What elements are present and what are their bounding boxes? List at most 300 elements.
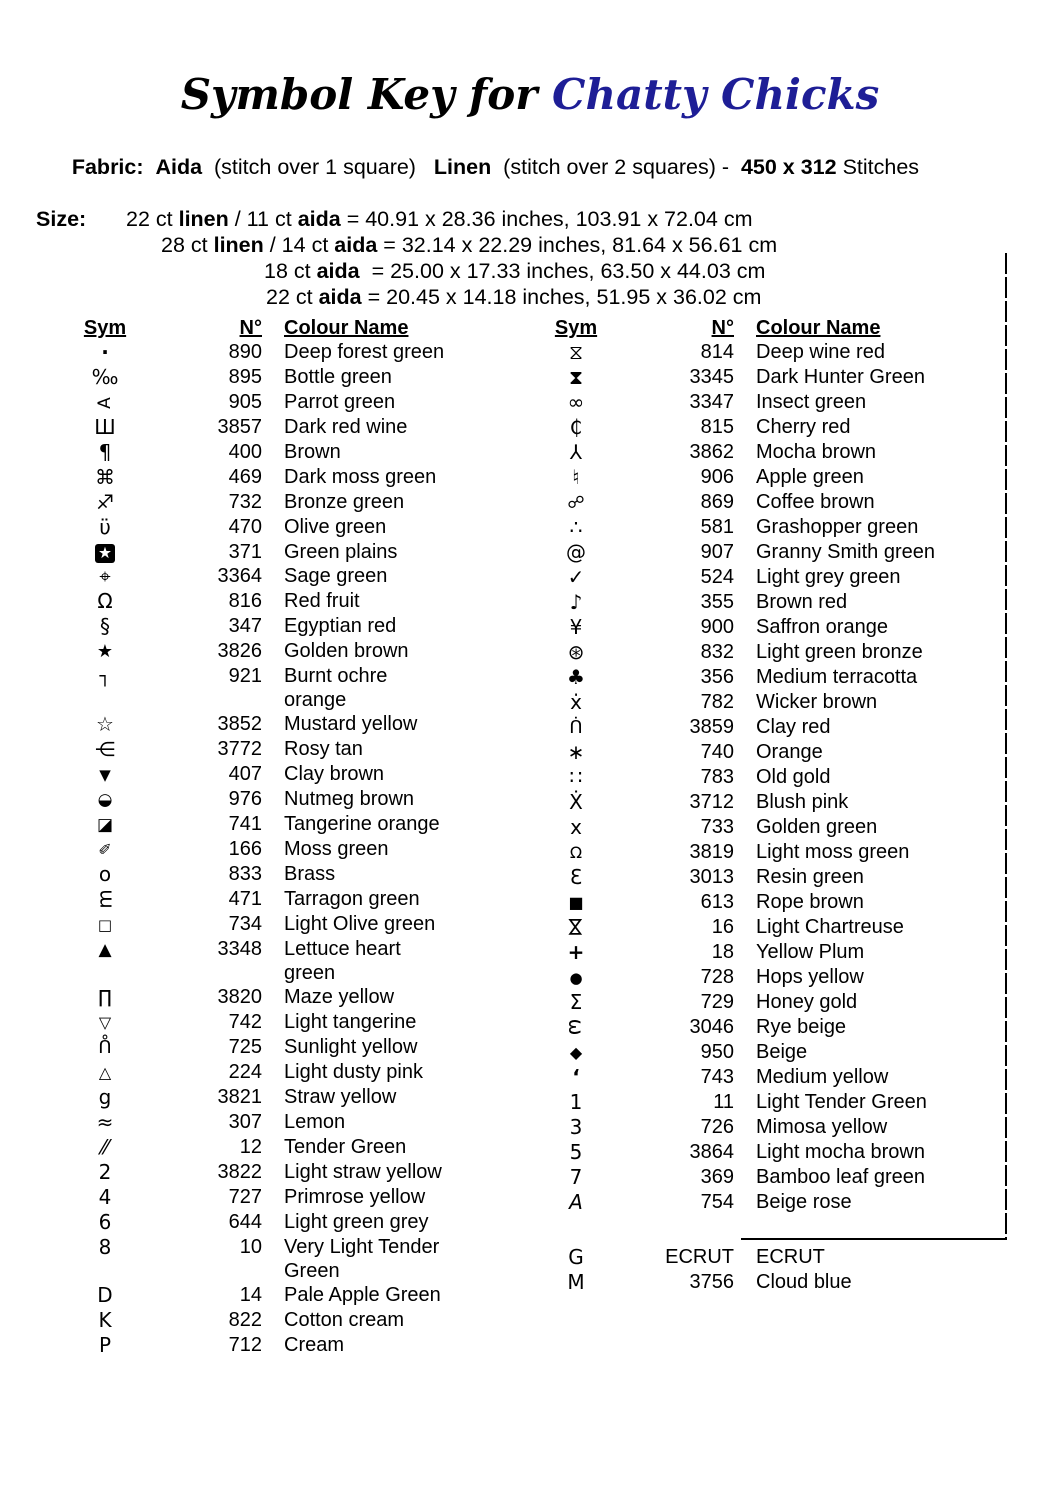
colour-name-cell: Saffron orange: [756, 616, 888, 638]
symbol-cell: [60, 1235, 150, 1283]
number-cell: 728: [700, 966, 734, 988]
fabric-segments: [144, 155, 920, 179]
number-cell: 400: [228, 441, 262, 463]
symbol-cell: [60, 415, 150, 440]
symbol-cell: [530, 1140, 622, 1165]
text-segment: aida: [316, 259, 360, 283]
table-row: [60, 515, 454, 540]
number-cell: 905: [228, 391, 262, 413]
colour-name-cell: Nutmeg brown: [284, 788, 415, 810]
symbol-glyph: □: [97, 916, 113, 934]
number-cell: 3772: [217, 738, 262, 760]
number-cell: 782: [700, 691, 734, 713]
table-row: [60, 862, 454, 887]
colour-name-cell: Mustard yellow: [284, 713, 418, 735]
symbol-glyph: A: [94, 397, 115, 409]
colour-name-cell: Tangerine orange: [284, 813, 440, 835]
symbol-cell: [530, 890, 622, 915]
symbol-cell: [60, 390, 150, 415]
table-row: [530, 465, 984, 490]
table-row: [530, 615, 984, 640]
text-segment: Linen: [433, 155, 492, 179]
table-row: [530, 690, 984, 715]
colour-name-cell: Wicker brown: [756, 691, 878, 713]
symbol-glyph: ⧖: [568, 340, 584, 364]
colour-name-cell: Tender Green: [284, 1136, 407, 1158]
colour-name-cell: Golden brown: [284, 640, 409, 662]
table-row: [530, 640, 984, 665]
colour-name-cell: Bamboo leaf green: [756, 1166, 926, 1188]
symbol-glyph: §: [100, 614, 110, 638]
symbol-cell: [530, 865, 622, 890]
table-gap: [530, 1215, 984, 1245]
symbol-cell: [530, 1115, 622, 1140]
table-row: [530, 440, 984, 465]
size-line: [36, 284, 1060, 310]
text-segment: linen: [213, 233, 264, 257]
number-cell: 369: [700, 1166, 734, 1188]
colour-name-cell: Light Tender Green: [756, 1091, 927, 1113]
symbol-glyph: ω: [564, 1018, 588, 1036]
symbol-cell: [60, 1110, 150, 1135]
symbol-glyph: ✐: [98, 840, 112, 859]
symbol-glyph: 1: [569, 1090, 583, 1114]
symbol-cell: [60, 490, 150, 515]
number-cell: 524: [700, 566, 734, 588]
number-cell: 471: [228, 888, 262, 910]
table-row: [60, 1185, 454, 1210]
colour-name-cell: Hops yellow: [756, 966, 864, 988]
page-edge-dashed-line: [1005, 253, 1007, 1240]
table-row: [530, 740, 984, 765]
key-column-left: [60, 316, 454, 1358]
symbol-cell: [530, 540, 622, 565]
symbol-glyph: ‘: [572, 1065, 580, 1089]
colour-name-cell: Primrose yellow: [284, 1186, 426, 1208]
table-row: [530, 1015, 984, 1040]
colour-name-cell: Bronze green: [284, 491, 405, 513]
symbol-glyph: g: [98, 1085, 112, 1109]
size-line: [36, 206, 1060, 232]
number-cell: 3364: [217, 565, 262, 587]
number-cell: 3819: [689, 841, 734, 863]
number-cell: 469: [228, 466, 262, 488]
table-row: [530, 965, 984, 990]
colour-name-cell: Beige rose: [756, 1191, 852, 1213]
number-cell: 3348: [217, 938, 262, 960]
number-cell: 12: [239, 1136, 262, 1158]
number-cell: ECRUT: [665, 1246, 734, 1268]
text-segment: 22 ct: [126, 207, 179, 231]
symbol-cell: [530, 515, 622, 540]
size-line: [36, 232, 1060, 258]
symbol-glyph: Σ: [569, 990, 583, 1014]
table-row: [60, 589, 454, 614]
symbol-glyph: ∏: [98, 987, 112, 1008]
colour-name-cell: Sunlight yellow: [284, 1036, 418, 1058]
symbol-glyph: ■: [568, 893, 584, 912]
text-segment: aida: [318, 285, 362, 309]
symbol-glyph: P: [98, 1333, 112, 1357]
colour-name-cell: Light green grey: [284, 1211, 429, 1233]
symbol-glyph: 7: [569, 1165, 583, 1189]
table-row: [530, 1065, 984, 1090]
symbol-cell: [60, 1333, 150, 1358]
number-cell: 727: [228, 1186, 262, 1208]
table-row: [530, 1140, 984, 1165]
symbol-cell: [60, 1210, 150, 1235]
number-cell: 613: [700, 891, 734, 913]
rows-left: [60, 340, 454, 1358]
colour-name-cell: Honey gold: [756, 991, 858, 1013]
symbol-glyph: ⊛: [567, 640, 585, 664]
number-cell: 900: [700, 616, 734, 638]
symbol-glyph: ▼: [99, 766, 111, 784]
symbol-glyph: G: [568, 1245, 584, 1269]
symbol-glyph: 2: [98, 1160, 112, 1184]
text-segment: 450 x 312: [740, 155, 837, 179]
symbol-cell: [60, 762, 150, 787]
colour-name-cell: Rye beige: [756, 1016, 847, 1038]
colour-name-cell: Bottle green: [284, 366, 392, 388]
table-row: [530, 940, 984, 965]
number-cell: 906: [700, 466, 734, 488]
symbol-glyph: ·: [101, 340, 109, 364]
symbol-glyph: ϋ: [99, 515, 111, 539]
symbol-cell: [60, 614, 150, 639]
text-segment: (stitch over 1 square): [202, 155, 434, 179]
colour-name-cell: Clay brown: [284, 763, 385, 785]
symbol-cell: [60, 465, 150, 490]
number-cell: 355: [700, 591, 734, 613]
symbol-glyph: ◪: [96, 815, 114, 835]
colour-name-cell: Coffee brown: [756, 491, 875, 513]
colour-name-cell: Insect green: [756, 391, 867, 413]
table-row: [60, 639, 454, 664]
symbol-glyph: △: [98, 1063, 112, 1082]
text-segment: linen: [178, 207, 229, 231]
symbol-glyph: Ẋ: [569, 790, 583, 814]
symbol-cell: [60, 1283, 150, 1308]
table-row: [530, 1190, 984, 1215]
number-cell: 10: [239, 1236, 262, 1258]
symbol-cell: [530, 365, 622, 390]
number-cell: 3345: [689, 366, 734, 388]
colour-name-cell: Grashopper green: [756, 516, 919, 538]
colour-name-cell: Orange: [756, 741, 823, 763]
number-cell: 3857: [217, 416, 262, 438]
symbol-cell: [530, 1190, 622, 1215]
symbol-cell: [530, 990, 622, 1015]
symbol-glyph: ┐: [99, 666, 111, 687]
table-row: [60, 1060, 454, 1085]
symbol-glyph: @: [566, 540, 586, 564]
text-segment: = 32.14 x 22.29 inches, 81.64 x 56.61 cm: [377, 233, 778, 257]
colour-name-cell: Maze yellow: [284, 986, 395, 1008]
symbol-glyph: ¥: [569, 615, 583, 639]
table-row: [530, 715, 984, 740]
table-row: [60, 1110, 454, 1135]
size-lines: [36, 206, 1060, 310]
symbol-glyph: ⧗: [568, 365, 584, 389]
number-cell: 16: [711, 916, 734, 938]
colour-name-cell: Brown red: [756, 591, 848, 613]
table-row: [530, 665, 984, 690]
colour-name-cell: Old gold: [756, 766, 831, 788]
number-cell: 3821: [217, 1086, 262, 1108]
symbol-cell: [60, 985, 150, 1010]
symbol-cell: [60, 1060, 150, 1085]
number-cell: 734: [228, 913, 262, 935]
number-cell: 3822: [217, 1161, 262, 1183]
symbol-glyph: ●: [569, 969, 583, 987]
symbol-glyph: ₵: [569, 415, 583, 439]
symbol-glyph: ᑍ: [98, 1037, 112, 1058]
colour-name-cell: Deep wine red: [756, 341, 885, 363]
number-cell: 644: [228, 1211, 262, 1233]
colour-name-cell: Dark Hunter Green: [756, 366, 925, 388]
header-colour-name: [734, 316, 984, 340]
table-row: [530, 790, 984, 815]
number-cell: 3347: [689, 391, 734, 413]
number-cell: 814: [700, 341, 734, 363]
symbol-cell: [60, 1135, 150, 1160]
symbol-cell: [530, 390, 622, 415]
table-row: [530, 1270, 984, 1295]
text-segment: [144, 155, 156, 179]
symbol-glyph: ★: [95, 544, 115, 563]
table-row: [60, 1308, 454, 1333]
colour-name-cell: Dark moss green: [284, 466, 437, 488]
colour-name-cell: Light grey green: [756, 566, 901, 588]
number-cell: 733: [700, 816, 734, 838]
number-cell: 740: [700, 741, 734, 763]
number-cell: 407: [228, 763, 262, 785]
symbol-glyph: ▽: [98, 1013, 112, 1032]
table-row: [60, 564, 454, 589]
table-row: [60, 340, 454, 365]
symbol-cell: [60, 787, 150, 812]
symbol-cell: [60, 1160, 150, 1185]
symbol-cell: [530, 765, 622, 790]
symbol-glyph: ⌘: [95, 465, 115, 489]
table-row: [60, 837, 454, 862]
symbol-cell: [60, 564, 150, 589]
number-cell: 869: [700, 491, 734, 513]
symbol-glyph: Ɛ: [569, 865, 583, 889]
colour-name-cell: Moss green: [284, 838, 389, 860]
number-cell: 3046: [689, 1016, 734, 1038]
colour-name-cell: Olive green: [284, 516, 387, 538]
page-title: [0, 0, 1060, 119]
colour-name-cell: Light green bronze: [756, 641, 923, 663]
symbol-cell: [60, 1185, 150, 1210]
symbol-cell: [530, 1065, 622, 1090]
symbol-cell: [60, 737, 150, 762]
number-cell: 3712: [689, 791, 734, 813]
symbol-cell: [530, 965, 622, 990]
table-header: [60, 316, 454, 340]
table-row: [530, 340, 984, 365]
text-segment: 18 ct: [264, 259, 317, 283]
symbol-cell: [60, 1010, 150, 1035]
symbol-cell: [530, 690, 622, 715]
symbol-glyph: ☍: [567, 493, 585, 513]
number-cell: 347: [228, 615, 262, 637]
header-colour-name-text: Colour Name: [756, 317, 881, 339]
number-cell: 3862: [689, 441, 734, 463]
text-segment: Aida: [155, 155, 203, 179]
number-cell: 3864: [689, 1141, 734, 1163]
header-number: N°: [711, 317, 734, 339]
table-row: [60, 912, 454, 937]
symbol-cell: [530, 340, 622, 365]
number-cell: 907: [700, 541, 734, 563]
number-cell: 14: [239, 1284, 262, 1306]
table-row: [60, 812, 454, 837]
colour-name-cell: Straw yellow: [284, 1086, 397, 1108]
number-cell: 732: [228, 491, 262, 513]
number-cell: 921: [228, 665, 262, 687]
text-segment: (stitch over 2 squares) -: [491, 155, 741, 179]
symbol-cell: [530, 790, 622, 815]
symbol-glyph: Ω: [97, 589, 113, 613]
symbol-cell: [530, 465, 622, 490]
symbol-cell: [530, 490, 622, 515]
header-colour-name: [262, 316, 454, 340]
colour-name-cell: Cream: [284, 1334, 345, 1356]
symbol-glyph: o: [98, 862, 112, 886]
table-row: [60, 1210, 454, 1235]
symbol-cell: [530, 1270, 622, 1295]
symbol-cell: [530, 440, 622, 465]
table-row: [60, 1283, 454, 1308]
number-cell: 712: [228, 1334, 262, 1356]
symbol-glyph: ⌖: [99, 564, 111, 588]
symbol-glyph: ★: [96, 641, 114, 662]
header-colour-name-text: Colour Name: [284, 317, 409, 339]
colour-name-cell: Cloud blue: [756, 1271, 852, 1293]
table-row: [530, 390, 984, 415]
colour-name-cell: Blush pink: [756, 791, 849, 813]
colour-name-cell: Rosy tan: [284, 738, 363, 760]
table-row: [530, 590, 984, 615]
number-cell: 3826: [217, 640, 262, 662]
symbol-cell: [530, 940, 622, 965]
table-row: [60, 737, 454, 762]
colour-name-cell: Brass: [284, 863, 336, 885]
table-row: [60, 365, 454, 390]
symbol-cell: [530, 1245, 622, 1270]
symbol-glyph: ☆: [96, 712, 114, 736]
symbol-cell: [530, 1090, 622, 1115]
colour-name-cell: Light tangerine: [284, 1011, 417, 1033]
symbol-glyph: ♣: [567, 665, 585, 689]
symbol-glyph: Ш: [94, 415, 116, 439]
fabric-label: Fabric:: [71, 155, 144, 179]
table-row: [60, 1085, 454, 1110]
symbol-glyph: ♪: [569, 590, 583, 614]
colour-name-cell: Resin green: [756, 866, 864, 888]
symbol-cell: [530, 1015, 622, 1040]
table-row: [60, 985, 454, 1010]
colour-name-cell: Beige: [756, 1041, 808, 1063]
table-row: [530, 1115, 984, 1140]
symbol-cell: [60, 340, 150, 365]
number-cell: 833: [228, 863, 262, 885]
fabric-line: [36, 128, 1060, 206]
symbol-cell: [60, 440, 150, 465]
symbol-glyph: K: [98, 1308, 112, 1332]
symbol-cell: [60, 912, 150, 937]
table-row: [60, 887, 454, 912]
colour-name-cell: Mimosa yellow: [756, 1116, 888, 1138]
symbol-glyph: ⋲: [95, 737, 115, 761]
text-segment: / 14 ct: [263, 233, 335, 257]
table-header: [530, 316, 984, 340]
colour-name-cell: Mocha brown: [756, 441, 877, 463]
table-row: [60, 390, 454, 415]
size-line: [36, 258, 1060, 284]
colour-name-cell: Yellow Plum: [756, 941, 865, 963]
symbol-cell: [60, 365, 150, 390]
colour-name-cell: Light Olive green: [284, 913, 436, 935]
number-cell: 950: [700, 1041, 734, 1063]
table-row: [530, 565, 984, 590]
table-row: [530, 815, 984, 840]
symbol-glyph: M: [567, 1270, 585, 1294]
table-row: [60, 1035, 454, 1060]
number-cell: 815: [700, 416, 734, 438]
table-row: [60, 787, 454, 812]
colour-name-cell: Rope brown: [756, 891, 864, 913]
header-number: N°: [239, 317, 262, 339]
number-cell: 356: [700, 666, 734, 688]
colour-name-cell: ECRUT: [756, 1246, 825, 1268]
text-segment: / 11 ct: [228, 207, 298, 231]
symbol-cell: [60, 712, 150, 737]
table-row: [60, 614, 454, 639]
symbol-glyph: +: [567, 940, 585, 964]
number-cell: 729: [700, 991, 734, 1013]
colour-name-cell: Brown: [284, 441, 341, 463]
colour-name-cell: Medium terracotta: [756, 666, 918, 688]
table-row: [60, 712, 454, 737]
header-sym: Sym: [554, 317, 598, 339]
colour-name-cell: Light mocha brown: [756, 1141, 925, 1163]
symbol-cell: [60, 937, 150, 985]
symbol-glyph: ∷: [569, 765, 583, 789]
colour-name-cell: Light dusty pink: [284, 1061, 423, 1083]
symbol-cell: [530, 1040, 622, 1065]
number-cell: 725: [228, 1036, 262, 1058]
number-cell: 895: [228, 366, 262, 388]
text-segment: 22 ct: [266, 285, 319, 309]
number-cell: 166: [228, 838, 262, 860]
symbol-cell: [530, 915, 622, 940]
table-row: [60, 490, 454, 515]
table-row: [60, 1333, 454, 1358]
number-cell: 743: [700, 1066, 734, 1088]
text-segment: Stitches: [836, 155, 920, 179]
colour-name-cell: Lemon: [284, 1111, 346, 1133]
number-cell: 3859: [689, 716, 734, 738]
colour-name-cell: Golden green: [756, 816, 878, 838]
symbol-cell: [530, 815, 622, 840]
table-row: [60, 415, 454, 440]
colour-name-cell: Granny Smith green: [756, 541, 935, 563]
table-row: [60, 465, 454, 490]
